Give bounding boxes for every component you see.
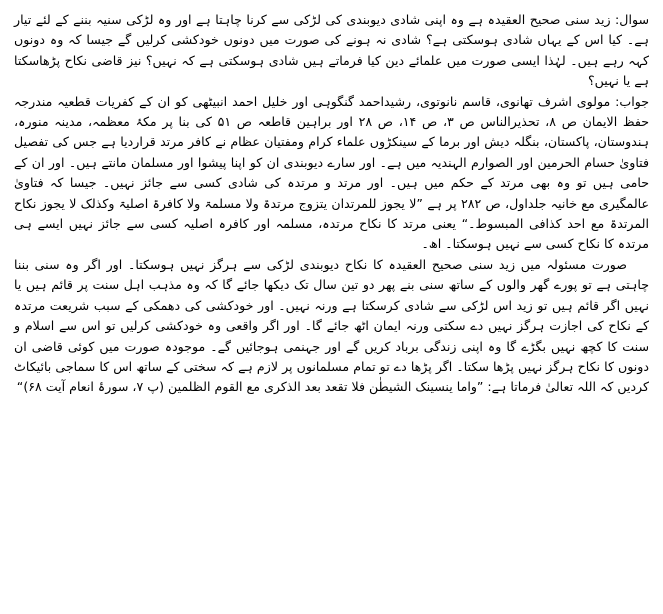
conclusion-text: صورت مسئولہ میں زید سنی صحیح العقیدہ کا نکاح دیوبندی لڑکی سے ہرگز نہیں ہوسکتا۔ اور اگر وہ سنی بننا چاہتی ہے تو پورے گھر والوں کے ساتھ سنی بنے پھر دو تین سال تک دیکھا جائے گا کہ وہ مذہب اہل سنت پر قائم ہیں یا نہیں اگر قائم ہیں تو زید اس لڑکی سے شادی کرسکتا ہے ورنہ نہیں۔ اور خودکشی کی دھمکی کے سبب شریعت مرتدہ کے نکاح کی اجازت ہرگز نہیں دے سکتی ورنہ ایمان اٹھ جائے گا۔ اور اگر واقعی وہ خودکشی کرلیں تو اس سے اسلام و سنت کا کچھ نہیں بگڑے گا وہ اپنی زندگی برباد کریں گے اور جہنمی ہوجائیں گے۔ موجودہ صورت میں کوئی قاضی ان دونوں کا نکاح ہرگز نہیں پڑھا سکتا۔ اگر پڑھا دے تو تمام مسلمانوں پر لازم ہے کہ سختی کے ساتھ اس کا سماجی بائیکاٹ کردیں کہ اللہ تعالیٰ فرماتا ہے: ”واما ینسینک الشیطٰن فلا تقعد بعد الذکری مع القوم الظلمین (پ ۷، سورۂ انعام آیت ۶۸)“	[14, 256, 649, 395]
answer-label: جواب:	[615, 93, 649, 109]
answer-paragraph	[14, 92, 649, 255]
question-paragraph	[14, 10, 649, 92]
question-text: زید سنی صحیح العقیدہ ہے وہ اپنی شادی دیوبندی کی لڑکی سے کرنا چاہتا ہے اور وہ لڑکی سنیہ بننے کے لئے تیار ہے۔ کیا اس کے یہاں شادی ہوسکتی ہے؟ شادی نہ ہونے کی صورت میں دونوں خودکشی کرلیں گے جیسا کہ وہ دونوں کہہ رہے ہیں۔ لہٰذا ایسی صورت میں علمائے دین کیا فرماتے ہیں شادی ہوسکتی ہے کہ نہیں؟ نیز قاضی نکاح پڑھاسکتا ہے یا نہیں؟	[14, 12, 649, 89]
answer-text: مولوی اشرف تھانوی، قاسم نانوتوی، رشیداحمد گنگوہی اور خلیل احمد انبیٹھی کو ان کے کفریات قطعیہ مندرجہ حفظ الایمان ص ۸، تحذیرالناس ص ۳، ص ۱۴، ص ۲۸ اور براہین قاطعہ ص ۵۱ کی بنا پر مکۂ معظمہ، مدینہ منورہ، ہندوستان، پاکستان، بنگلہ دیش اور برما کے سینکڑوں علماء کرام ومفتیان عظام نے کافر مرتد قراردیا ہے جس کی تفصیل فتاویٰ حسام الحرمین اور الصوارم الہندیہ میں ہے۔ اور سارے دیوبندی ان کو اپنا پیشوا اور مسلمان مانتے ہیں۔ اور ان کے حامی ہیں تو وہ بھی مرتد کے حکم میں ہیں۔ اور مرتد و مرتدہ کی شادی کسی سے جائز نہیں۔ جیسا کہ فتاویٰ عالمگیری مع خانیہ جلداول، ص ۲۸۲ پر ہے ”لا یجوز للمرتدان یتزوج مرتدۃ ولا مسلمۃ ولا کافرۃ اصلیۃ وکذلک لا یجوز نکاح المرتدۃ مع احد کذافی المبسوط۔“ یعنی مرتد کا نکاح مرتدہ، مسلمہ اور کافرہ اصلیہ کسی سے جائز نہیں ایسے ہی مرتدہ کا نکاح کسی سے نہیں ہوسکتا۔ اھ۔	[14, 93, 650, 252]
question-label: سوال:	[615, 12, 649, 27]
conclusion-paragraph	[14, 255, 649, 398]
